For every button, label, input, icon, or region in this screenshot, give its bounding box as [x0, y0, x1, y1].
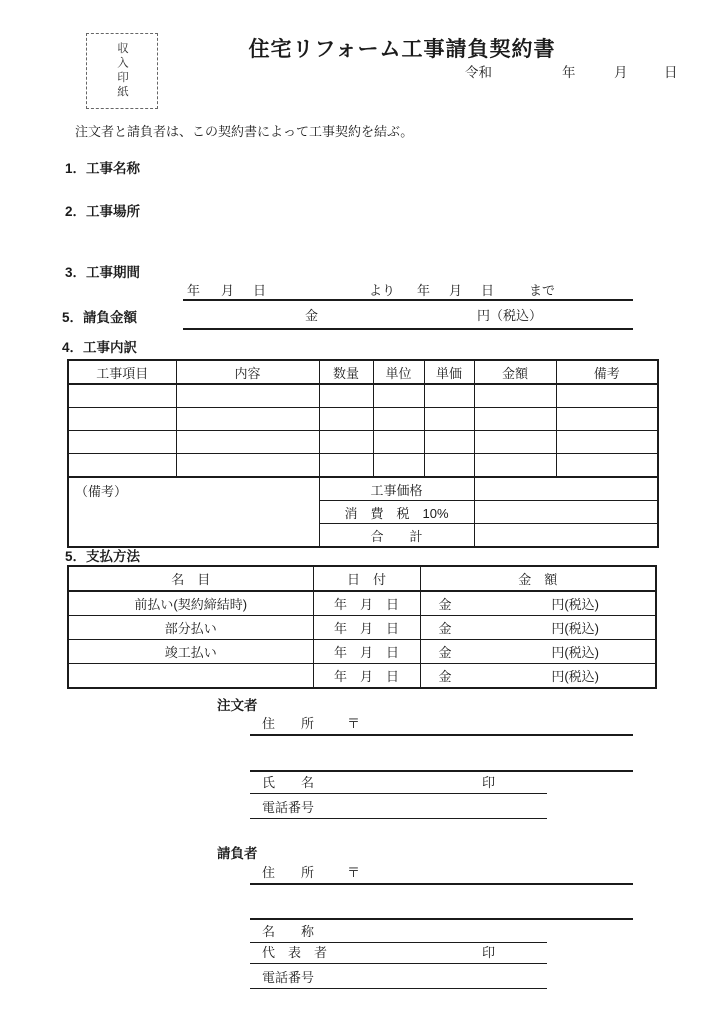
payment-header-date: 日 付 [313, 566, 420, 591]
breakdown-row [68, 408, 658, 431]
payment-row-completion [68, 640, 656, 664]
breakdown-header-amount: 金額 [474, 360, 556, 384]
payment-kin-label: 金 [438, 645, 452, 660]
payment-amount-cell[interactable] [420, 591, 656, 616]
intro-text: 注文者と請負者は、この契約書によって工事契約を結ぶ。 [75, 124, 414, 139]
summary-value-work-price[interactable] [474, 477, 658, 501]
orderer-phone-field[interactable] [250, 800, 547, 819]
breakdown-cell[interactable] [424, 454, 474, 478]
breakdown-cell[interactable] [556, 408, 658, 431]
breakdown-cell[interactable] [176, 408, 319, 431]
postal-mark-icon: 〒 [347, 716, 361, 731]
payment-yen-label: 円(税込) [551, 621, 599, 636]
payment-kin-label: 金 [438, 669, 452, 684]
breakdown-cell[interactable] [373, 431, 424, 454]
breakdown-cell[interactable] [176, 384, 319, 408]
contractor-representative-field[interactable] [250, 945, 547, 964]
section-work-place: 2．工事場所 [65, 204, 141, 219]
breakdown-cell[interactable] [424, 384, 474, 408]
payment-header-row [68, 566, 656, 591]
summary-label-tax: 消 費 税 10% [319, 501, 474, 524]
orderer-heading: 注文者 [217, 698, 258, 713]
breakdown-cell[interactable] [68, 408, 176, 431]
payment-yen-label: 円(税込) [551, 669, 599, 684]
contractor-heading: 請負者 [217, 846, 258, 861]
breakdown-table [67, 359, 659, 548]
breakdown-row [68, 431, 658, 454]
breakdown-cell[interactable] [556, 454, 658, 478]
breakdown-cell[interactable] [556, 431, 658, 454]
breakdown-cell[interactable] [319, 408, 373, 431]
breakdown-header-unit: 単位 [373, 360, 424, 384]
payment-table [67, 565, 657, 689]
section-work-breakdown: 4．工事内訳 [62, 340, 138, 355]
breakdown-summary-row [68, 477, 658, 501]
contractor-company-field[interactable] [250, 924, 547, 943]
breakdown-header-item: 工事項目 [68, 360, 176, 384]
amount-yen-label: 円（税込） [477, 308, 543, 323]
contractor-representative-label: 代 表 者 [262, 945, 328, 960]
breakdown-cell[interactable] [373, 454, 424, 478]
period-month2-label: 月 [449, 283, 463, 298]
payment-row-extra [68, 664, 656, 689]
payment-date-cell[interactable]: 年 月 日 [313, 664, 420, 689]
payment-name-cell[interactable] [68, 664, 313, 689]
payment-date-cell[interactable]: 年 月 日 [313, 640, 420, 664]
date-month-label: 月 [614, 65, 628, 80]
section-payment-method: 5．支払方法 [65, 549, 141, 564]
summary-label-work-price: 工事価格 [319, 477, 474, 501]
breakdown-cell[interactable] [474, 431, 556, 454]
breakdown-cell[interactable] [68, 454, 176, 478]
payment-yen-label: 円(税込) [551, 597, 599, 612]
summary-value-tax[interactable] [474, 501, 658, 524]
contractor-phone-label: 電話番号 [262, 970, 315, 985]
breakdown-cell[interactable] [319, 454, 373, 478]
date-era-label: 令和 [465, 65, 492, 80]
summary-label-total: 合 計 [319, 524, 474, 548]
contractor-seal-label: 印 [482, 945, 496, 960]
payment-date-cell[interactable]: 年 月 日 [313, 591, 420, 616]
breakdown-cell[interactable] [319, 384, 373, 408]
revenue-stamp-label: 収入印紙 [116, 42, 128, 100]
amount-kin-label: 金 [305, 308, 319, 323]
orderer-seal-label: 印 [482, 775, 496, 790]
breakdown-cell[interactable] [176, 454, 319, 478]
orderer-phone-label: 電話番号 [262, 800, 315, 815]
breakdown-header-row [68, 360, 658, 384]
payment-amount-cell[interactable] [420, 640, 656, 664]
contract-amount-fill-line[interactable] [183, 299, 633, 330]
breakdown-row [68, 454, 658, 478]
period-from-label: より [369, 283, 396, 298]
payment-name-cell: 部分払い [68, 616, 313, 640]
payment-header-name: 名 目 [68, 566, 313, 591]
postal-mark-icon: 〒 [347, 865, 361, 880]
breakdown-cell[interactable] [474, 408, 556, 431]
payment-row-advance [68, 591, 656, 616]
period-day2-label: 日 [481, 283, 495, 298]
contractor-company-label: 名 称 [262, 924, 315, 939]
breakdown-header-remarks: 備考 [556, 360, 658, 384]
date-year-label: 年 [562, 65, 576, 80]
breakdown-row [68, 384, 658, 408]
breakdown-remarks-cell[interactable]: （備考） [68, 477, 319, 547]
breakdown-cell[interactable] [424, 408, 474, 431]
payment-name-cell: 竣工払い [68, 640, 313, 664]
period-year2-label: 年 [417, 283, 431, 298]
section-contract-amount: 5．請負金額 [62, 310, 138, 325]
section-work-period: 3．工事期間 [65, 265, 141, 280]
payment-row-partial [68, 616, 656, 640]
breakdown-cell[interactable] [556, 384, 658, 408]
breakdown-header-content: 内容 [176, 360, 319, 384]
orderer-address-field[interactable] [250, 714, 633, 736]
payment-name-cell: 前払い(契約締結時) [68, 591, 313, 616]
breakdown-cell[interactable] [474, 454, 556, 478]
breakdown-header-unitprice: 単価 [424, 360, 474, 384]
payment-kin-label: 金 [438, 597, 452, 612]
page-title: 住宅リフォーム工事請負契約書 [248, 38, 556, 61]
contractor-address-field[interactable] [250, 863, 633, 885]
orderer-name-field[interactable] [250, 775, 547, 794]
breakdown-header-qty: 数量 [319, 360, 373, 384]
payment-amount-cell[interactable] [420, 616, 656, 640]
contractor-address-label: 住 所 [262, 865, 315, 880]
revenue-stamp-box [86, 33, 158, 109]
breakdown-cell[interactable] [373, 408, 424, 431]
orderer-address-field-2[interactable] [250, 752, 633, 772]
payment-kin-label: 金 [438, 621, 452, 636]
breakdown-cell[interactable] [319, 431, 373, 454]
contractor-phone-field[interactable] [250, 970, 547, 989]
section-work-name: 1．工事名称 [65, 161, 141, 176]
period-fill-line[interactable] [183, 281, 633, 301]
payment-yen-label: 円(税込) [551, 645, 599, 660]
breakdown-cell[interactable] [176, 431, 319, 454]
orderer-name-label: 氏 名 [262, 775, 315, 790]
period-to-label: まで [529, 283, 556, 298]
contractor-address-field-2[interactable] [250, 900, 633, 920]
breakdown-cell[interactable] [373, 384, 424, 408]
payment-header-amount: 金 額 [420, 566, 656, 591]
period-day1-label: 日 [253, 283, 267, 298]
summary-value-total[interactable] [474, 524, 658, 548]
period-year1-label: 年 [187, 283, 201, 298]
period-month1-label: 月 [221, 283, 235, 298]
payment-amount-cell[interactable] [420, 664, 656, 689]
date-day-label: 日 [664, 65, 678, 80]
payment-date-cell[interactable]: 年 月 日 [313, 616, 420, 640]
orderer-address-label: 住 所 [262, 716, 315, 731]
breakdown-cell[interactable] [68, 431, 176, 454]
breakdown-cell[interactable] [474, 384, 556, 408]
breakdown-cell[interactable] [424, 431, 474, 454]
breakdown-cell[interactable] [68, 384, 176, 408]
